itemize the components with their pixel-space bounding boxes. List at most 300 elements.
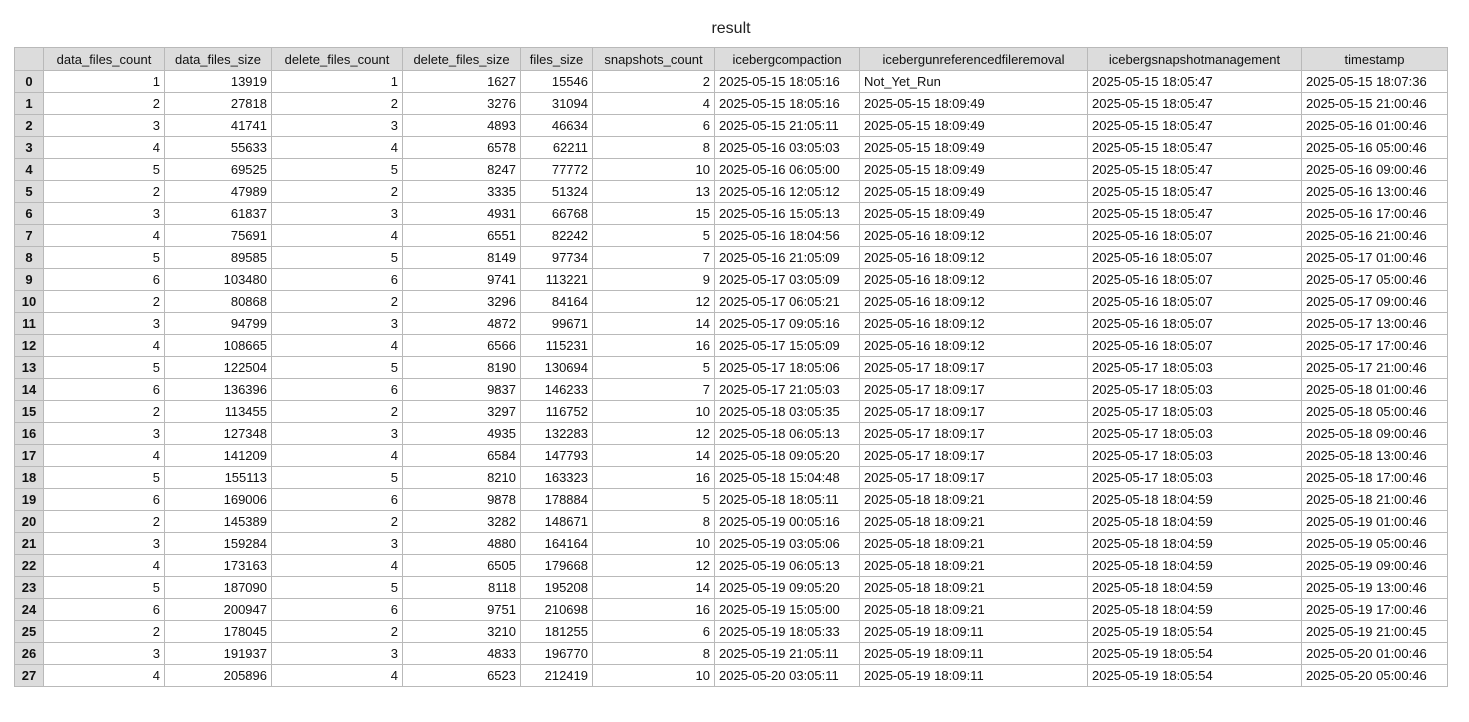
row-index: 9 xyxy=(15,269,44,291)
cell-data-files-size: 127348 xyxy=(165,423,272,445)
cell-icebergsnapshotmanagement: 2025-05-18 18:04:59 xyxy=(1088,555,1302,577)
cell-icebergsnapshotmanagement: 2025-05-19 18:05:54 xyxy=(1088,643,1302,665)
cell-timestamp: 2025-05-19 21:00:45 xyxy=(1302,621,1448,643)
cell-files-size: 130694 xyxy=(521,357,593,379)
cell-timestamp: 2025-05-18 09:00:46 xyxy=(1302,423,1448,445)
cell-data-files-size: 122504 xyxy=(165,357,272,379)
cell-delete-files-size: 9878 xyxy=(403,489,521,511)
result-table xyxy=(14,47,1448,687)
cell-delete-files-size: 3297 xyxy=(403,401,521,423)
table-row xyxy=(15,269,1448,291)
cell-data-files-size: 55633 xyxy=(165,137,272,159)
cell-icebergsnapshotmanagement: 2025-05-17 18:05:03 xyxy=(1088,423,1302,445)
cell-timestamp: 2025-05-19 17:00:46 xyxy=(1302,599,1448,621)
table-row xyxy=(15,599,1448,621)
cell-delete-files-count: 4 xyxy=(272,665,403,687)
cell-data-files-size: 108665 xyxy=(165,335,272,357)
cell-data-files-count: 5 xyxy=(44,159,165,181)
table-row xyxy=(15,225,1448,247)
table-row xyxy=(15,511,1448,533)
cell-icebergcompaction: 2025-05-19 18:05:33 xyxy=(715,621,860,643)
cell-delete-files-count: 5 xyxy=(272,357,403,379)
cell-snapshots-count: 12 xyxy=(593,291,715,313)
cell-data-files-size: 75691 xyxy=(165,225,272,247)
cell-snapshots-count: 14 xyxy=(593,313,715,335)
cell-delete-files-count: 3 xyxy=(272,313,403,335)
column-header-delete-files-size[interactable]: delete_files_size xyxy=(403,48,521,71)
cell-data-files-count: 5 xyxy=(44,247,165,269)
cell-delete-files-count: 4 xyxy=(272,335,403,357)
cell-icebergcompaction: 2025-05-18 15:04:48 xyxy=(715,467,860,489)
cell-files-size: 163323 xyxy=(521,467,593,489)
cell-delete-files-count: 1 xyxy=(272,71,403,93)
column-header-icebergunreferencedfileremoval[interactable]: icebergunreferencedfileremoval xyxy=(860,48,1088,71)
cell-icebergsnapshotmanagement: 2025-05-19 18:05:54 xyxy=(1088,621,1302,643)
cell-icebergcompaction: 2025-05-17 06:05:21 xyxy=(715,291,860,313)
cell-files-size: 179668 xyxy=(521,555,593,577)
cell-data-files-size: 136396 xyxy=(165,379,272,401)
cell-files-size: 31094 xyxy=(521,93,593,115)
cell-delete-files-count: 2 xyxy=(272,93,403,115)
cell-icebergcompaction: 2025-05-19 09:05:20 xyxy=(715,577,860,599)
cell-delete-files-size: 3276 xyxy=(403,93,521,115)
cell-snapshots-count: 14 xyxy=(593,577,715,599)
cell-icebergsnapshotmanagement: 2025-05-15 18:05:47 xyxy=(1088,137,1302,159)
cell-icebergsnapshotmanagement: 2025-05-19 18:05:54 xyxy=(1088,665,1302,687)
cell-icebergunreferencedfileremoval: 2025-05-15 18:09:49 xyxy=(860,159,1088,181)
cell-data-files-size: 89585 xyxy=(165,247,272,269)
table-row xyxy=(15,643,1448,665)
cell-timestamp: 2025-05-19 05:00:46 xyxy=(1302,533,1448,555)
cell-files-size: 66768 xyxy=(521,203,593,225)
row-index: 24 xyxy=(15,599,44,621)
cell-data-files-count: 1 xyxy=(44,71,165,93)
cell-icebergsnapshotmanagement: 2025-05-16 18:05:07 xyxy=(1088,335,1302,357)
cell-icebergsnapshotmanagement: 2025-05-15 18:05:47 xyxy=(1088,181,1302,203)
cell-delete-files-count: 2 xyxy=(272,181,403,203)
cell-files-size: 196770 xyxy=(521,643,593,665)
row-index: 1 xyxy=(15,93,44,115)
cell-delete-files-size: 4880 xyxy=(403,533,521,555)
cell-icebergunreferencedfileremoval: 2025-05-16 18:09:12 xyxy=(860,225,1088,247)
cell-data-files-size: 178045 xyxy=(165,621,272,643)
cell-data-files-count: 4 xyxy=(44,665,165,687)
cell-timestamp: 2025-05-19 01:00:46 xyxy=(1302,511,1448,533)
cell-data-files-count: 2 xyxy=(44,181,165,203)
cell-icebergcompaction: 2025-05-16 03:05:03 xyxy=(715,137,860,159)
header-row xyxy=(15,48,1448,71)
cell-icebergunreferencedfileremoval: 2025-05-18 18:09:21 xyxy=(860,577,1088,599)
table-row xyxy=(15,379,1448,401)
cell-data-files-count: 6 xyxy=(44,489,165,511)
cell-snapshots-count: 16 xyxy=(593,335,715,357)
cell-icebergcompaction: 2025-05-19 06:05:13 xyxy=(715,555,860,577)
cell-data-files-count: 4 xyxy=(44,445,165,467)
cell-data-files-size: 155113 xyxy=(165,467,272,489)
cell-data-files-size: 187090 xyxy=(165,577,272,599)
cell-data-files-size: 61837 xyxy=(165,203,272,225)
cell-icebergsnapshotmanagement: 2025-05-18 18:04:59 xyxy=(1088,533,1302,555)
cell-files-size: 46634 xyxy=(521,115,593,137)
cell-timestamp: 2025-05-15 21:00:46 xyxy=(1302,93,1448,115)
row-index: 11 xyxy=(15,313,44,335)
cell-delete-files-size: 4935 xyxy=(403,423,521,445)
row-index: 5 xyxy=(15,181,44,203)
cell-timestamp: 2025-05-18 01:00:46 xyxy=(1302,379,1448,401)
table-row xyxy=(15,181,1448,203)
cell-data-files-count: 5 xyxy=(44,467,165,489)
row-index: 4 xyxy=(15,159,44,181)
cell-snapshots-count: 15 xyxy=(593,203,715,225)
cell-icebergcompaction: 2025-05-20 03:05:11 xyxy=(715,665,860,687)
cell-icebergsnapshotmanagement: 2025-05-17 18:05:03 xyxy=(1088,445,1302,467)
cell-delete-files-size: 6523 xyxy=(403,665,521,687)
table-row xyxy=(15,247,1448,269)
cell-icebergsnapshotmanagement: 2025-05-17 18:05:03 xyxy=(1088,467,1302,489)
cell-icebergcompaction: 2025-05-19 03:05:06 xyxy=(715,533,860,555)
table-row xyxy=(15,335,1448,357)
column-header-icebergsnapshotmanagement[interactable]: icebergsnapshotmanagement xyxy=(1088,48,1302,71)
cell-snapshots-count: 16 xyxy=(593,599,715,621)
cell-delete-files-size: 4872 xyxy=(403,313,521,335)
cell-icebergsnapshotmanagement: 2025-05-16 18:05:07 xyxy=(1088,313,1302,335)
cell-timestamp: 2025-05-18 17:00:46 xyxy=(1302,467,1448,489)
cell-icebergsnapshotmanagement: 2025-05-16 18:05:07 xyxy=(1088,247,1302,269)
cell-icebergunreferencedfileremoval: 2025-05-16 18:09:12 xyxy=(860,335,1088,357)
cell-delete-files-count: 2 xyxy=(272,291,403,313)
cell-data-files-count: 4 xyxy=(44,225,165,247)
cell-timestamp: 2025-05-18 05:00:46 xyxy=(1302,401,1448,423)
cell-icebergcompaction: 2025-05-17 09:05:16 xyxy=(715,313,860,335)
cell-data-files-size: 191937 xyxy=(165,643,272,665)
cell-delete-files-size: 8118 xyxy=(403,577,521,599)
cell-snapshots-count: 13 xyxy=(593,181,715,203)
cell-icebergsnapshotmanagement: 2025-05-15 18:05:47 xyxy=(1088,93,1302,115)
row-index: 16 xyxy=(15,423,44,445)
cell-icebergunreferencedfileremoval: 2025-05-16 18:09:12 xyxy=(860,291,1088,313)
cell-icebergunreferencedfileremoval: 2025-05-16 18:09:12 xyxy=(860,247,1088,269)
row-index: 19 xyxy=(15,489,44,511)
cell-snapshots-count: 10 xyxy=(593,401,715,423)
cell-files-size: 113221 xyxy=(521,269,593,291)
cell-data-files-count: 4 xyxy=(44,335,165,357)
row-index: 22 xyxy=(15,555,44,577)
cell-icebergsnapshotmanagement: 2025-05-15 18:05:47 xyxy=(1088,159,1302,181)
table-row xyxy=(15,159,1448,181)
column-header-timestamp[interactable]: timestamp xyxy=(1302,48,1448,71)
cell-delete-files-count: 4 xyxy=(272,137,403,159)
cell-icebergunreferencedfileremoval: 2025-05-15 18:09:49 xyxy=(860,93,1088,115)
cell-data-files-size: 141209 xyxy=(165,445,272,467)
cell-data-files-count: 3 xyxy=(44,115,165,137)
cell-files-size: 164164 xyxy=(521,533,593,555)
cell-data-files-size: 94799 xyxy=(165,313,272,335)
cell-data-files-count: 2 xyxy=(44,511,165,533)
cell-data-files-size: 47989 xyxy=(165,181,272,203)
cell-files-size: 97734 xyxy=(521,247,593,269)
row-index: 7 xyxy=(15,225,44,247)
cell-files-size: 62211 xyxy=(521,137,593,159)
cell-snapshots-count: 7 xyxy=(593,379,715,401)
cell-delete-files-count: 5 xyxy=(272,467,403,489)
cell-icebergunreferencedfileremoval: 2025-05-16 18:09:12 xyxy=(860,269,1088,291)
cell-icebergcompaction: 2025-05-18 09:05:20 xyxy=(715,445,860,467)
cell-data-files-count: 2 xyxy=(44,93,165,115)
cell-icebergcompaction: 2025-05-18 03:05:35 xyxy=(715,401,860,423)
column-header-snapshots-count[interactable]: snapshots_count xyxy=(593,48,715,71)
cell-snapshots-count: 5 xyxy=(593,225,715,247)
cell-snapshots-count: 7 xyxy=(593,247,715,269)
cell-timestamp: 2025-05-19 09:00:46 xyxy=(1302,555,1448,577)
column-header-data-files-size[interactable]: data_files_size xyxy=(165,48,272,71)
cell-icebergunreferencedfileremoval: 2025-05-18 18:09:21 xyxy=(860,511,1088,533)
cell-snapshots-count: 2 xyxy=(593,71,715,93)
cell-icebergcompaction: 2025-05-18 18:05:11 xyxy=(715,489,860,511)
cell-snapshots-count: 5 xyxy=(593,489,715,511)
cell-icebergunreferencedfileremoval: 2025-05-19 18:09:11 xyxy=(860,621,1088,643)
cell-delete-files-size: 4893 xyxy=(403,115,521,137)
cell-files-size: 82242 xyxy=(521,225,593,247)
table-row xyxy=(15,555,1448,577)
cell-timestamp: 2025-05-16 05:00:46 xyxy=(1302,137,1448,159)
table-row xyxy=(15,533,1448,555)
cell-files-size: 148671 xyxy=(521,511,593,533)
cell-snapshots-count: 12 xyxy=(593,555,715,577)
cell-snapshots-count: 6 xyxy=(593,621,715,643)
cell-delete-files-count: 5 xyxy=(272,577,403,599)
cell-data-files-count: 4 xyxy=(44,137,165,159)
cell-icebergunreferencedfileremoval: 2025-05-17 18:09:17 xyxy=(860,467,1088,489)
table-row xyxy=(15,467,1448,489)
cell-data-files-size: 80868 xyxy=(165,291,272,313)
cell-icebergunreferencedfileremoval: 2025-05-15 18:09:49 xyxy=(860,137,1088,159)
cell-icebergsnapshotmanagement: 2025-05-15 18:05:47 xyxy=(1088,71,1302,93)
cell-icebergsnapshotmanagement: 2025-05-18 18:04:59 xyxy=(1088,511,1302,533)
cell-snapshots-count: 6 xyxy=(593,115,715,137)
row-index: 27 xyxy=(15,665,44,687)
cell-delete-files-size: 8247 xyxy=(403,159,521,181)
cell-delete-files-size: 6566 xyxy=(403,335,521,357)
cell-timestamp: 2025-05-19 13:00:46 xyxy=(1302,577,1448,599)
cell-icebergsnapshotmanagement: 2025-05-16 18:05:07 xyxy=(1088,269,1302,291)
cell-delete-files-count: 5 xyxy=(272,159,403,181)
table-row xyxy=(15,115,1448,137)
cell-icebergcompaction: 2025-05-19 21:05:11 xyxy=(715,643,860,665)
table-row xyxy=(15,423,1448,445)
cell-delete-files-count: 3 xyxy=(272,203,403,225)
cell-delete-files-count: 2 xyxy=(272,511,403,533)
cell-delete-files-size: 4931 xyxy=(403,203,521,225)
cell-data-files-size: 205896 xyxy=(165,665,272,687)
cell-snapshots-count: 14 xyxy=(593,445,715,467)
cell-timestamp: 2025-05-16 21:00:46 xyxy=(1302,225,1448,247)
row-index: 21 xyxy=(15,533,44,555)
cell-snapshots-count: 10 xyxy=(593,159,715,181)
cell-icebergsnapshotmanagement: 2025-05-18 18:04:59 xyxy=(1088,577,1302,599)
cell-icebergsnapshotmanagement: 2025-05-18 18:04:59 xyxy=(1088,489,1302,511)
cell-delete-files-count: 3 xyxy=(272,533,403,555)
cell-timestamp: 2025-05-17 17:00:46 xyxy=(1302,335,1448,357)
cell-icebergcompaction: 2025-05-18 06:05:13 xyxy=(715,423,860,445)
row-index: 2 xyxy=(15,115,44,137)
cell-timestamp: 2025-05-15 18:07:36 xyxy=(1302,71,1448,93)
cell-files-size: 132283 xyxy=(521,423,593,445)
table-row xyxy=(15,445,1448,467)
cell-icebergcompaction: 2025-05-15 18:05:16 xyxy=(715,93,860,115)
cell-icebergcompaction: 2025-05-17 03:05:09 xyxy=(715,269,860,291)
cell-timestamp: 2025-05-17 21:00:46 xyxy=(1302,357,1448,379)
cell-snapshots-count: 10 xyxy=(593,533,715,555)
cell-icebergsnapshotmanagement: 2025-05-18 18:04:59 xyxy=(1088,599,1302,621)
column-header-files-size[interactable]: files_size xyxy=(521,48,593,71)
cell-icebergcompaction: 2025-05-17 18:05:06 xyxy=(715,357,860,379)
cell-files-size: 146233 xyxy=(521,379,593,401)
row-index: 17 xyxy=(15,445,44,467)
cell-delete-files-count: 3 xyxy=(272,115,403,137)
cell-timestamp: 2025-05-20 01:00:46 xyxy=(1302,643,1448,665)
row-index: 20 xyxy=(15,511,44,533)
cell-files-size: 51324 xyxy=(521,181,593,203)
cell-delete-files-count: 6 xyxy=(272,489,403,511)
column-header-data-files-count[interactable]: data_files_count xyxy=(44,48,165,71)
cell-timestamp: 2025-05-16 09:00:46 xyxy=(1302,159,1448,181)
cell-data-files-size: 41741 xyxy=(165,115,272,137)
cell-timestamp: 2025-05-18 13:00:46 xyxy=(1302,445,1448,467)
cell-data-files-size: 159284 xyxy=(165,533,272,555)
row-index: 26 xyxy=(15,643,44,665)
cell-icebergsnapshotmanagement: 2025-05-17 18:05:03 xyxy=(1088,357,1302,379)
cell-icebergsnapshotmanagement: 2025-05-16 18:05:07 xyxy=(1088,291,1302,313)
cell-data-files-count: 3 xyxy=(44,203,165,225)
cell-files-size: 77772 xyxy=(521,159,593,181)
cell-icebergsnapshotmanagement: 2025-05-17 18:05:03 xyxy=(1088,401,1302,423)
table-row xyxy=(15,621,1448,643)
row-index: 15 xyxy=(15,401,44,423)
cell-icebergcompaction: 2025-05-15 21:05:11 xyxy=(715,115,860,137)
cell-icebergsnapshotmanagement: 2025-05-17 18:05:03 xyxy=(1088,379,1302,401)
cell-timestamp: 2025-05-17 01:00:46 xyxy=(1302,247,1448,269)
cell-icebergunreferencedfileremoval: 2025-05-17 18:09:17 xyxy=(860,445,1088,467)
cell-icebergunreferencedfileremoval: 2025-05-15 18:09:49 xyxy=(860,181,1088,203)
index-header[interactable] xyxy=(15,48,44,71)
cell-delete-files-size: 6551 xyxy=(403,225,521,247)
cell-data-files-size: 200947 xyxy=(165,599,272,621)
cell-icebergunreferencedfileremoval: 2025-05-15 18:09:49 xyxy=(860,115,1088,137)
cell-icebergsnapshotmanagement: 2025-05-15 18:05:47 xyxy=(1088,203,1302,225)
row-index: 3 xyxy=(15,137,44,159)
cell-snapshots-count: 8 xyxy=(593,643,715,665)
cell-files-size: 84164 xyxy=(521,291,593,313)
cell-delete-files-count: 6 xyxy=(272,269,403,291)
cell-timestamp: 2025-05-17 13:00:46 xyxy=(1302,313,1448,335)
table-title: result xyxy=(711,20,751,37)
cell-data-files-count: 6 xyxy=(44,269,165,291)
cell-icebergunreferencedfileremoval: 2025-05-18 18:09:21 xyxy=(860,533,1088,555)
cell-data-files-size: 173163 xyxy=(165,555,272,577)
cell-icebergunreferencedfileremoval: 2025-05-17 18:09:17 xyxy=(860,379,1088,401)
cell-delete-files-count: 2 xyxy=(272,621,403,643)
cell-files-size: 195208 xyxy=(521,577,593,599)
cell-data-files-count: 5 xyxy=(44,357,165,379)
table-row xyxy=(15,203,1448,225)
cell-delete-files-size: 8210 xyxy=(403,467,521,489)
cell-data-files-count: 5 xyxy=(44,577,165,599)
row-index: 10 xyxy=(15,291,44,313)
table-row xyxy=(15,71,1448,93)
cell-delete-files-count: 6 xyxy=(272,599,403,621)
cell-delete-files-count: 3 xyxy=(272,643,403,665)
table-row xyxy=(15,357,1448,379)
row-index: 23 xyxy=(15,577,44,599)
cell-data-files-size: 113455 xyxy=(165,401,272,423)
cell-delete-files-count: 4 xyxy=(272,445,403,467)
cell-icebergunreferencedfileremoval: 2025-05-17 18:09:17 xyxy=(860,423,1088,445)
cell-delete-files-count: 4 xyxy=(272,225,403,247)
cell-icebergsnapshotmanagement: 2025-05-15 18:05:47 xyxy=(1088,115,1302,137)
cell-snapshots-count: 4 xyxy=(593,93,715,115)
cell-icebergcompaction: 2025-05-16 12:05:12 xyxy=(715,181,860,203)
cell-files-size: 15546 xyxy=(521,71,593,93)
cell-icebergunreferencedfileremoval: 2025-05-15 18:09:49 xyxy=(860,203,1088,225)
cell-icebergcompaction: 2025-05-16 15:05:13 xyxy=(715,203,860,225)
table-row xyxy=(15,401,1448,423)
cell-delete-files-count: 4 xyxy=(272,555,403,577)
cell-data-files-size: 145389 xyxy=(165,511,272,533)
cell-timestamp: 2025-05-16 01:00:46 xyxy=(1302,115,1448,137)
cell-icebergunreferencedfileremoval: 2025-05-18 18:09:21 xyxy=(860,555,1088,577)
cell-files-size: 116752 xyxy=(521,401,593,423)
cell-delete-files-count: 5 xyxy=(272,247,403,269)
cell-delete-files-size: 8149 xyxy=(403,247,521,269)
cell-icebergunreferencedfileremoval: 2025-05-18 18:09:21 xyxy=(860,599,1088,621)
column-header-icebergcompaction[interactable]: icebergcompaction xyxy=(715,48,860,71)
table-body xyxy=(15,71,1448,687)
cell-icebergcompaction: 2025-05-19 00:05:16 xyxy=(715,511,860,533)
table-row xyxy=(15,313,1448,335)
cell-icebergunreferencedfileremoval: 2025-05-19 18:09:11 xyxy=(860,643,1088,665)
cell-timestamp: 2025-05-17 09:00:46 xyxy=(1302,291,1448,313)
cell-icebergcompaction: 2025-05-19 15:05:00 xyxy=(715,599,860,621)
cell-files-size: 147793 xyxy=(521,445,593,467)
cell-icebergunreferencedfileremoval: 2025-05-16 18:09:12 xyxy=(860,313,1088,335)
cell-snapshots-count: 8 xyxy=(593,137,715,159)
table-row xyxy=(15,291,1448,313)
cell-delete-files-size: 8190 xyxy=(403,357,521,379)
cell-timestamp: 2025-05-16 17:00:46 xyxy=(1302,203,1448,225)
cell-delete-files-size: 3335 xyxy=(403,181,521,203)
cell-files-size: 212419 xyxy=(521,665,593,687)
cell-delete-files-size: 9751 xyxy=(403,599,521,621)
cell-snapshots-count: 5 xyxy=(593,357,715,379)
cell-icebergcompaction: 2025-05-16 18:04:56 xyxy=(715,225,860,247)
cell-snapshots-count: 16 xyxy=(593,467,715,489)
cell-data-files-size: 13919 xyxy=(165,71,272,93)
cell-data-files-count: 3 xyxy=(44,423,165,445)
column-header-delete-files-count[interactable]: delete_files_count xyxy=(272,48,403,71)
cell-icebergcompaction: 2025-05-16 06:05:00 xyxy=(715,159,860,181)
cell-icebergcompaction: 2025-05-16 21:05:09 xyxy=(715,247,860,269)
row-index: 12 xyxy=(15,335,44,357)
cell-data-files-count: 6 xyxy=(44,379,165,401)
cell-data-files-size: 69525 xyxy=(165,159,272,181)
cell-data-files-count: 3 xyxy=(44,313,165,335)
row-index: 14 xyxy=(15,379,44,401)
cell-timestamp: 2025-05-18 21:00:46 xyxy=(1302,489,1448,511)
cell-delete-files-count: 2 xyxy=(272,401,403,423)
cell-data-files-size: 169006 xyxy=(165,489,272,511)
cell-files-size: 181255 xyxy=(521,621,593,643)
cell-delete-files-size: 9741 xyxy=(403,269,521,291)
